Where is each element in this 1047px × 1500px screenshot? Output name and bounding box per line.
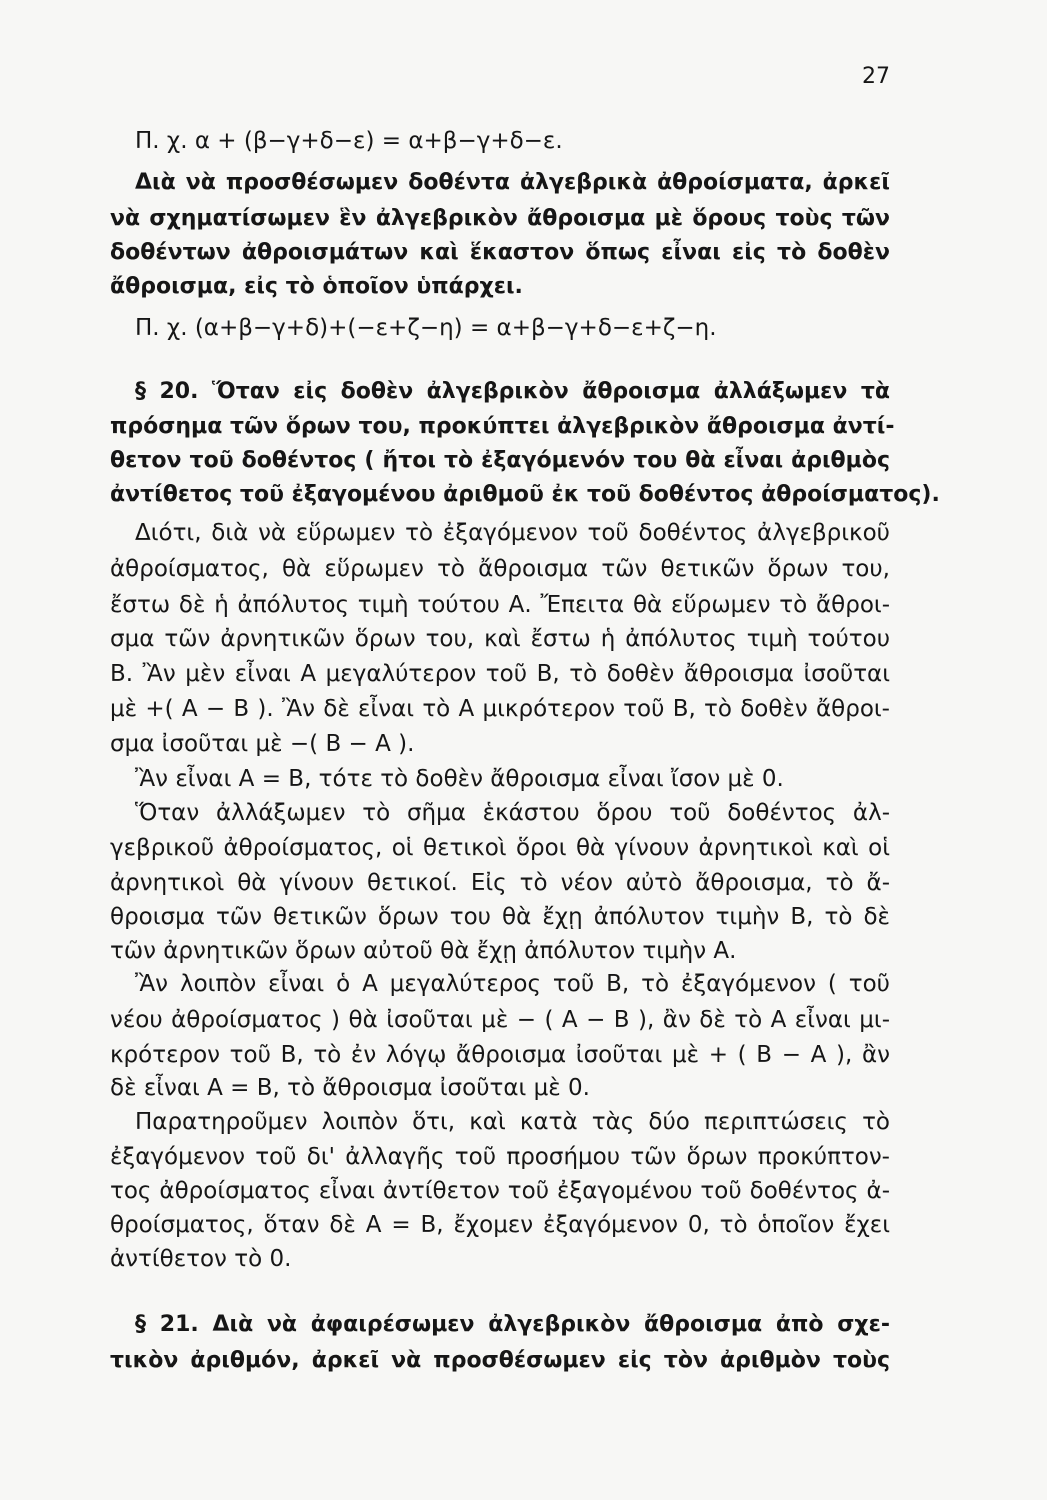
paragraph-line: δὲ εἶναι Α = Β, τὸ ἄθροισμα ἰσοῦται μὲ 0.: [110, 1075, 590, 1101]
paragraph-line: ἀρνητικοὶ θὰ γίνουν θετικοί. Εἰς τὸ νέον αὐτὸ ἄθροισμα, τὸ ἄ-: [110, 870, 890, 896]
paragraph-line: Ἂν λοιπὸν εἶναι ὁ Α μεγαλύτερος τοῦ Β, τὸ ἐξαγόμενον ( τοῦ: [135, 971, 890, 997]
paragraph-line: Διότι, διὰ νὰ εὕρωμεν τὸ ἐξαγόμενον τοῦ δοθέντος ἀλγεβρικοῦ: [135, 520, 890, 546]
paragraph-line: ἐξαγόμενον τοῦ δι' ἀλλαγῆς τοῦ προσήμου τῶν ὅρων προκύπτον-: [110, 1144, 890, 1170]
paragraph-line: Ὅταν ἀλλάξωμεν τὸ σῆμα ἑκάστου ὅρου τοῦ δοθέντος ἀλ-: [135, 800, 890, 826]
example-formula-1: Π. χ. α + (β−γ+δ−ε) = α+β−γ+δ−ε.: [135, 128, 563, 154]
paragraph-line: μὲ +( Α − Β ). Ἂν δὲ εἶναι τὸ Α μικρότερον τοῦ Β, τὸ δοθὲν ἄθροι-: [110, 696, 890, 722]
section-20-text-line: θετον τοῦ δοθέντος ( ἤτοι τὸ ἐξαγόμενόν του θὰ εἶναι ἀριθμὸς: [110, 448, 890, 473]
paragraph-line: Ἂν εἶναι Α = Β, τότε τὸ δοθὲν ἄθροισμα εἶναι ἴσον μὲ 0.: [135, 766, 784, 792]
section-20-text-line: ἀντίθετος τοῦ ἐξαγομένου ἀριθμοῦ ἐκ τοῦ δοθέντος ἀθροίσματος).: [110, 482, 940, 507]
rule-text-line: δοθέντων ἀθροισμάτων καὶ ἕκαστον ὅπως εἶναι εἰς τὸ δοθὲν: [110, 240, 890, 265]
paragraph-line: κρότερον τοῦ Β, τὸ ἐν λόγῳ ἄθροισμα ἰσοῦται μὲ + ( Β − Α ), ἂν: [110, 1042, 890, 1068]
example-formula-2: Π. χ. (α+β−γ+δ)+(−ε+ζ−η) = α+β−γ+δ−ε+ζ−η.: [135, 315, 717, 341]
paragraph-line: ἀθροίσματος, θὰ εὕρωμεν τὸ ἄθροισμα τῶν θετικῶν ὅρων του,: [110, 556, 890, 582]
paragraph-line: θροίσματος, ὅταν δὲ Α = Β, ἔχομεν ἐξαγόμενον 0, τὸ ὁποῖον ἔχει: [110, 1212, 890, 1238]
section-21-text-line: τικὸν ἀριθμόν, ἀρκεῖ νὰ προσθέσωμεν εἰς τὸν ἀριθμὸν τοὺς: [110, 1348, 890, 1373]
paragraph-line: τος ἀθροίσματος εἶναι ἀντίθετον τοῦ ἐξαγομένου τοῦ δοθέντος ἀ-: [110, 1178, 890, 1204]
page-number: 27: [862, 64, 890, 89]
paragraph-line: Β. Ἂν μὲν εἶναι Α μεγαλύτερον τοῦ Β, τὸ δοθὲν ἄθροισμα ἰσοῦται: [110, 661, 890, 687]
paragraph-line: θροισμα τῶν θετικῶν ὅρων του θὰ ἔχῃ ἀπόλυτον τιμὴν Β, τὸ δὲ: [110, 904, 890, 930]
paragraph-line: ἀντίθετον τὸ 0.: [110, 1246, 292, 1272]
section-20-text-line: πρόσημα τῶν ὅρων του, προκύπτει ἀλγεβρικὸν ἄθροισμα ἀντί-: [110, 414, 895, 439]
paragraph-line: σμα ἰσοῦται μὲ −( Β − Α ).: [110, 731, 415, 757]
paragraph-line: τῶν ἀρνητικῶν ὅρων αὐτοῦ θὰ ἔχῃ ἀπόλυτον τιμὴν Α.: [110, 938, 737, 964]
paragraph-line: νέου ἀθροίσματος ) θὰ ἰσοῦται μὲ − ( Α − Β ), ἂν δὲ τὸ Α εἶναι μι-: [110, 1007, 890, 1033]
paragraph-line: ἔστω δὲ ἡ ἀπόλυτος τιμὴ τούτου Α. Ἔπειτα θὰ εὕρωμεν τὸ ἄθροι-: [110, 592, 890, 618]
paragraph-line: σμα τῶν ἀρνητικῶν ὅρων του, καὶ ἔστω ἡ ἀπόλυτος τιμὴ τούτου: [110, 626, 890, 652]
rule-text-line: νὰ σχηματίσωμεν ἓν ἀλγεβρικὸν ἄθροισμα μὲ ὅρους τοὺς τῶν: [110, 206, 890, 231]
rule-text-line: Διὰ νὰ προσθέσωμεν δοθέντα ἀλγεβρικὰ ἀθροίσματα, ἀρκεῖ: [135, 170, 890, 195]
section-21-heading: § 21. Διὰ νὰ ἀφαιρέσωμεν ἀλγεβρικὸν ἄθροισμα ἀπὸ σχε-: [135, 1312, 890, 1337]
rule-text-line: ἄθροισμα, εἰς τὸ ὁποῖον ὑπάρχει.: [110, 274, 523, 299]
paragraph-line: Παρατηροῦμεν λοιπὸν ὅτι, καὶ κατὰ τὰς δύο περιπτώσεις τὸ: [135, 1109, 890, 1135]
section-20-heading: § 20. Ὅταν εἰς δοθὲν ἀλγεβρικὸν ἄθροισμα ἀλλάξωμεν τὰ: [135, 379, 890, 404]
paragraph-line: γεβρικοῦ ἀθροίσματος, οἱ θετικοὶ ὅροι θὰ γίνουν ἀρνητικοὶ καὶ οἱ: [110, 835, 890, 861]
